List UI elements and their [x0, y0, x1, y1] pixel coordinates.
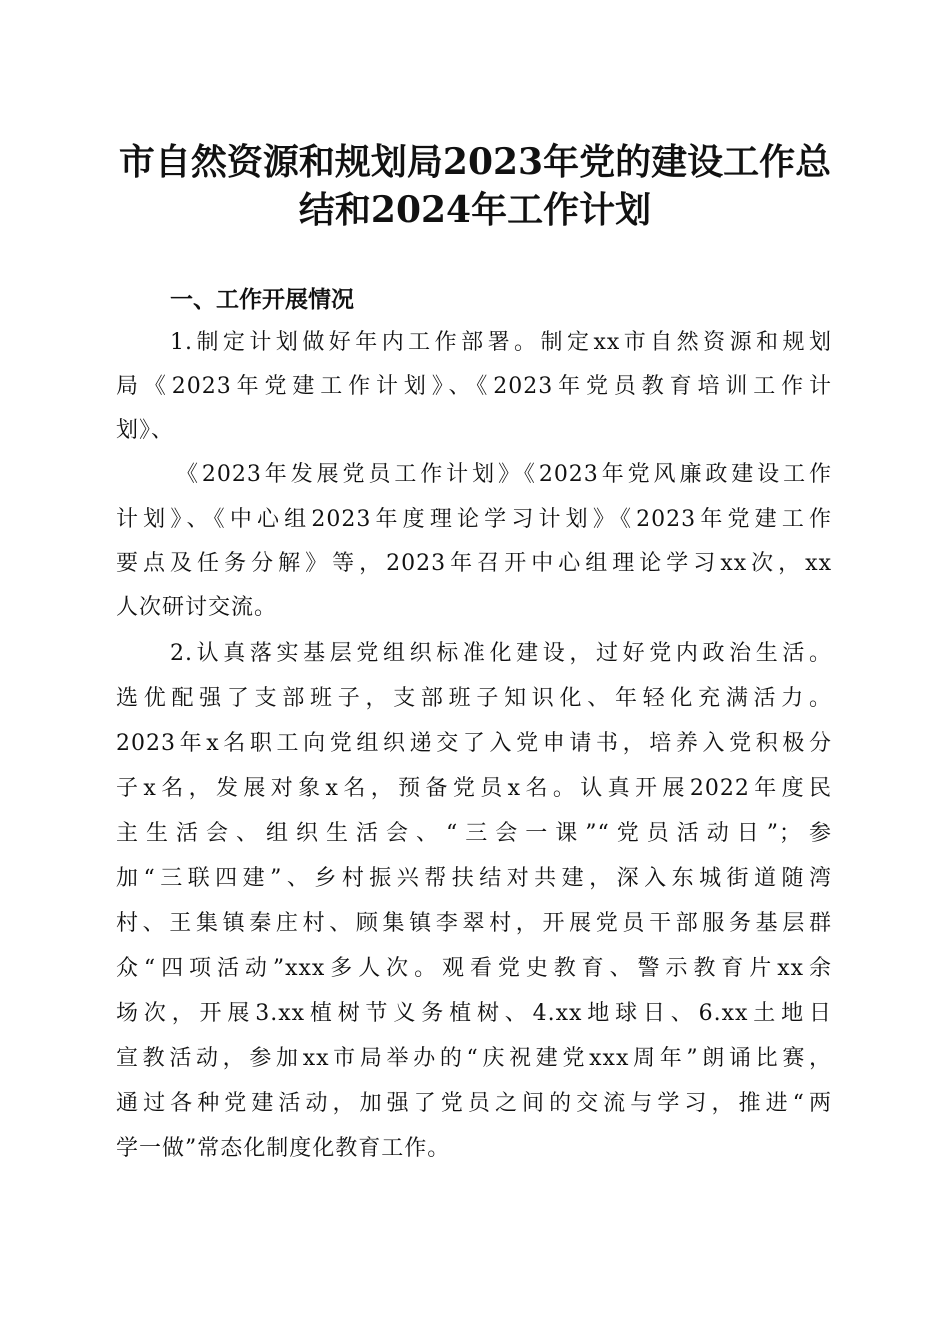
- paragraph-line: 主生活会、组织生活会、“三会一课”“党员活动日”；参: [116, 821, 832, 846]
- paragraph-line: 学一做”常态化制度化教育工作。: [116, 1136, 451, 1161]
- paragraph-line: 众“四项活动”xxx多人次。观看党史教育、警示教育片xx余: [116, 956, 832, 981]
- paragraph-line: 村、王集镇秦庄村、顾集镇李翠村，开展党员干部服务基层群: [116, 911, 832, 936]
- document-title-line-2: 结和2024年工作计划: [298, 189, 652, 231]
- document-title-line-1: 市自然资源和规划局2023年党的建设工作总: [118, 141, 832, 183]
- paragraph-line: 2.认真落实基层党组织标准化建设，过好党内政治生活。: [170, 641, 832, 666]
- paragraph-line: 计划》、《中心组2023年度理论学习计划》《2023年党建工作: [116, 507, 832, 532]
- paragraph-line: 人次研讨交流。: [116, 595, 278, 620]
- paragraph-line: 选优配强了支部班子，支部班子知识化、年轻化充满活力。: [116, 686, 832, 711]
- paragraph-line: 通过各种党建活动，加强了党员之间的交流与学习，推进“两: [116, 1091, 832, 1116]
- paragraph-line: 局《2023年党建工作计划》、《2023年党员教育培训工作计: [116, 374, 832, 399]
- paragraph-line: 子x名，发展对象x名，预备党员x名。认真开展2022年度民: [116, 776, 832, 801]
- paragraph-line: 划》、: [116, 418, 175, 443]
- paragraph-line: 加“三联四建”、乡村振兴帮扶结对共建，深入东城街道随湾: [116, 866, 832, 891]
- paragraph-line: 1.制定计划做好年内工作部署。制定xx市自然资源和规划: [170, 330, 832, 355]
- paragraph-line: 宣教活动，参加xx市局举办的“庆祝建党xxx周年”朗诵比赛，: [116, 1046, 832, 1071]
- paragraph-line: 2023年x名职工向党组织递交了入党申请书，培养入党积极分: [116, 731, 832, 756]
- paragraph-line: 场次，开展3.xx植树节义务植树、4.xx地球日、6.xx土地日: [116, 1001, 832, 1026]
- paragraph-line: 《2023年发展党员工作计划》《2023年党风廉政建设工作: [176, 462, 832, 487]
- paragraph-line: 要点及任务分解》等，2023年召开中心组理论学习xx次，xx: [116, 551, 832, 576]
- section-heading: 一、工作开展情况: [170, 287, 354, 313]
